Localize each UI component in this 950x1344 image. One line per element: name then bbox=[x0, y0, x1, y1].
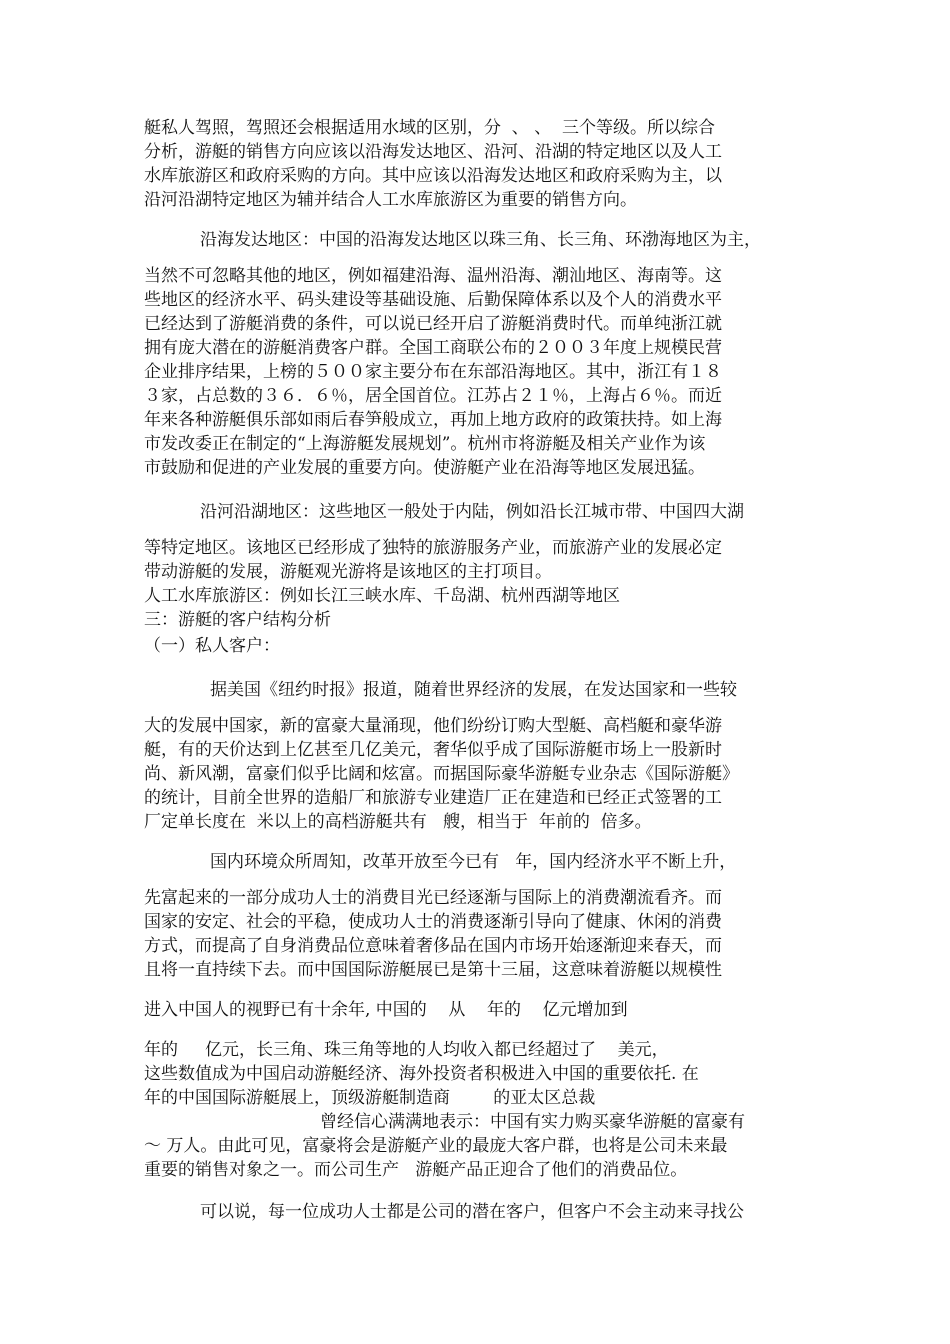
text-line: 且将一直持续下去。而中国国际游艇展已是第十三届，这意味着游艇以规模性 bbox=[144, 960, 722, 980]
text-line: 年的 亿元，长三角、珠三角等地的人均收入都已经超过了 美元， bbox=[144, 1040, 669, 1060]
text-line: 的统计，目前全世界的造船厂和旅游专业建造厂正在建造和已经正式签署的工 bbox=[144, 788, 722, 808]
text-line: 当然不可忽略其他的地区，例如福建沿海、温州沿海、潮汕地区、海南等。这 bbox=[144, 266, 722, 286]
text-line: 艇私人驾照，驾照还会根据适用水域的区别，分 、 、 三个等级。所以综合 bbox=[144, 118, 716, 138]
text-line: 水库旅游区和政府采购的方向。其中应该以沿海发达地区和政府采购为主，以 bbox=[144, 166, 722, 186]
text-line: 分析，游艇的销售方向应该以沿海发达地区、沿河、沿湖的特定地区以及人工 bbox=[144, 142, 722, 162]
text-line: 些地区的经济水平、码头建设等基础设施、后勤保障体系以及个人的消费水平 bbox=[144, 290, 722, 310]
text-line: 进入中国人的视野已有十余年, 中国的 从 年的 亿元增加到 bbox=[144, 1000, 628, 1020]
text-line: 可以说，每一位成功人士都是公司的潜在客户，但客户不会主动来寻找公 bbox=[200, 1202, 744, 1222]
text-line: 年的中国国际游艇展上，顶级游艇制造商 的亚太区总裁 bbox=[144, 1088, 596, 1108]
paragraph-heading-coastal: 沿海发达地区：中国的沿海发达地区以珠三角、长三角、环渤海地区为主， bbox=[200, 230, 761, 250]
text-line: 拥有庞大潜在的游艇消费客户群。全国工商联公布的２００３年度上规模民营 bbox=[144, 338, 722, 358]
text-line: 已经达到了游艇消费的条件，可以说已经开启了游艇消费时代。而单纯浙江就 bbox=[144, 314, 722, 334]
text-line: ３家，占总数的３６．６％，居全国首位。江苏占２１％，上海占６％。而近 bbox=[144, 386, 722, 406]
subsection-heading: （一）私人客户： bbox=[144, 636, 280, 656]
text-line: 年来各种游艇俱乐部如雨后春笋般成立，再加上地方政府的政策扶持。如上海 bbox=[144, 410, 722, 430]
text-line: 厂定单长度在 米以上的高档游艇共有 艘，相当于 年前的 倍多。 bbox=[144, 812, 652, 832]
text-line: 市发改委正在制定的“上海游艇发展规划”。杭州市将游艇及相关产业作为该 bbox=[144, 434, 706, 454]
text-line: 国内环境众所周知，改革开放至今已有 年，国内经济水平不断上升， bbox=[210, 852, 737, 872]
text-line: 这些数值成为中国启动游艇经济、海外投资者积极进入中国的重要依托. 在 bbox=[144, 1064, 699, 1084]
text-line: 曾经信心满满地表示：中国有实力购买豪华游艇的富豪有 bbox=[320, 1112, 745, 1132]
text-line: 艇，有的天价达到上亿甚至几亿美元，奢华似乎成了国际游艇市场上一股新时 bbox=[144, 740, 722, 760]
text-line: 尚、新风潮，富豪们似乎比阔和炫富。而据国际豪华游艇专业杂志《国际游艇》 bbox=[144, 764, 739, 784]
text-line: 企业排序结果，上榜的５００家主要分布在东部沿海地区。其中，浙江有１８ bbox=[144, 362, 722, 382]
text-line: 市鼓励和促进的产业发展的重要方向。使游艇产业在沿海等地区发展迅猛。 bbox=[144, 458, 705, 478]
section-heading: 三：游艇的客户结构分析 bbox=[144, 610, 331, 630]
text-line: 带动游艇的发展，游艇观光游将是该地区的主打项目。 bbox=[144, 562, 552, 582]
text-line: 人工水库旅游区：例如长江三峡水库、千岛湖、杭州西湖等地区 bbox=[144, 586, 620, 606]
text-line: 据美国《纽约时报》报道，随着世界经济的发展，在发达国家和一些较 bbox=[210, 680, 737, 700]
text-line: 沿河沿湖特定地区为辅并结合人工水库旅游区为重要的销售方向。 bbox=[144, 190, 637, 210]
text-line: 重要的销售对象之一。而公司生产 游艇产品正迎合了他们的消费品位。 bbox=[144, 1160, 688, 1180]
text-line: 等特定地区。该地区已经形成了独特的旅游服务产业，而旅游产业的发展必定 bbox=[144, 538, 722, 558]
text-line: 先富起来的一部分成功人士的消费目光已经逐渐与国际上的消费潮流看齐。而 bbox=[144, 888, 722, 908]
text-line: ～ 万人。由此可见，富豪将会是游艇产业的最庞大客户群，也将是公司未来最 bbox=[144, 1136, 728, 1156]
text-line: 国家的安定、社会的平稳，使成功人士的消费逐渐引导向了健康、休闲的消费 bbox=[144, 912, 722, 932]
paragraph-heading-river: 沿河沿湖地区：这些地区一般处于内陆，例如沿长江城市带、中国四大湖 bbox=[200, 502, 744, 522]
text-line: 大的发展中国家，新的富豪大量涌现，他们纷纷订购大型艇、高档艇和豪华游 bbox=[144, 716, 722, 736]
text-line: 方式，而提高了自身消费品位意味着奢侈品在国内市场开始逐渐迎来春天，而 bbox=[144, 936, 722, 956]
